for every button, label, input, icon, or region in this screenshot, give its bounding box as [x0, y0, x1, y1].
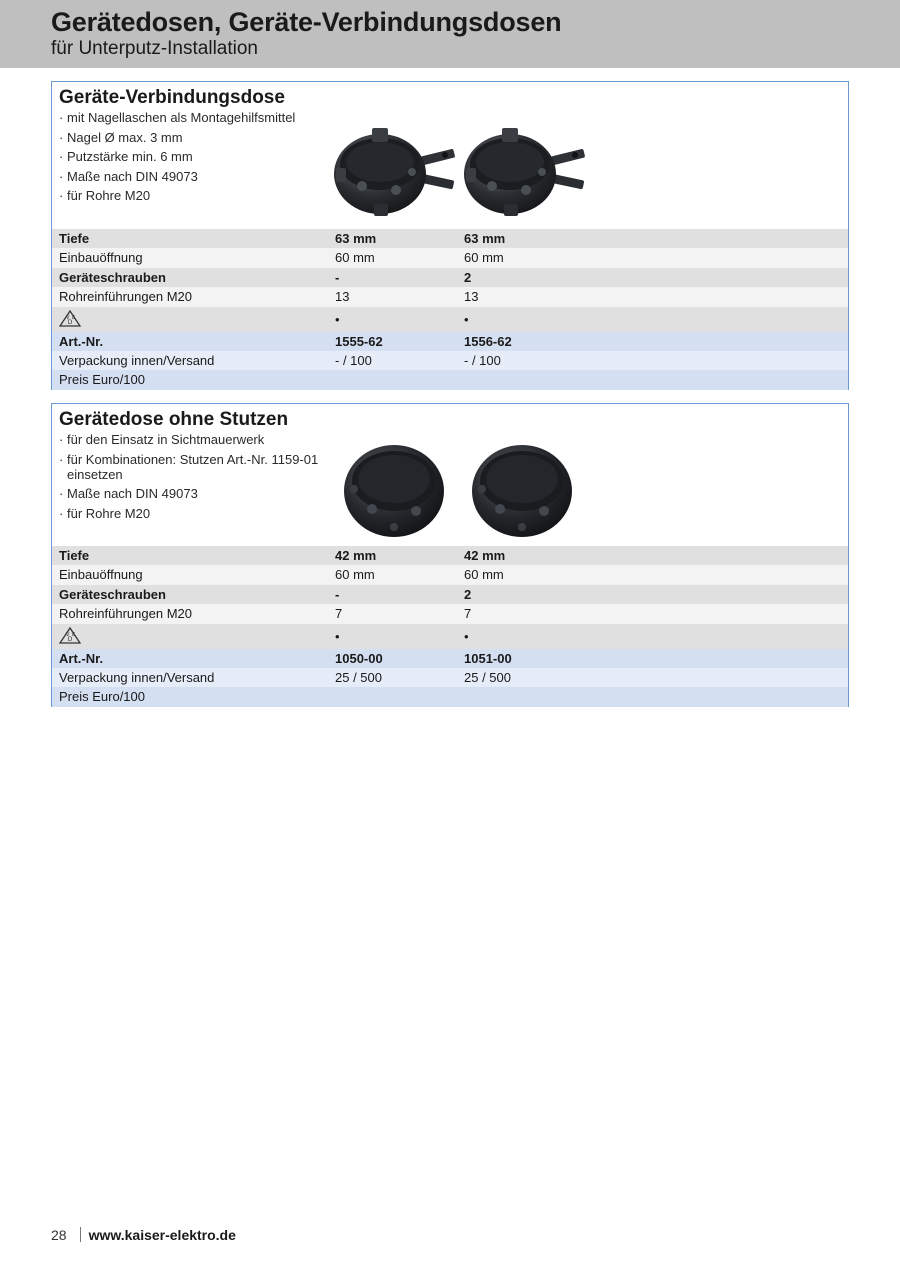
feature-item: · mit Nagellaschen als Montagehilfsmittel [59, 110, 296, 125]
table-row: Verpackung innen/Versand 25 / 500 25 / 500 [52, 668, 848, 687]
feature-item: · für den Einsatz in Sichtmauerwerk [59, 432, 265, 447]
svg-text:V: V [66, 314, 70, 321]
footer-divider [80, 1227, 81, 1242]
table-row: D V E • • [52, 624, 848, 649]
feature-item: · Nagel Ø max. 3 mm [59, 129, 183, 145]
feature-item: · Maße nach DIN 49073 [59, 168, 198, 184]
table-row: Tiefe 42 mm 42 mm [52, 546, 848, 565]
svg-text:E: E [72, 631, 76, 638]
product-photo-1051-00 [470, 439, 575, 539]
table-row: Preis Euro/100 [52, 687, 848, 706]
table-row: Einbauöffnung 60 mm 60 mm [52, 248, 848, 267]
product-photo-1555-62 [332, 124, 457, 220]
product-photo-1556-62 [462, 124, 587, 220]
product-photo-1050-00 [342, 439, 447, 539]
table-row: Preis Euro/100 [52, 370, 848, 389]
table-row: Rohreinführungen M20 13 13 [52, 287, 848, 306]
page-header [0, 0, 900, 68]
svg-text:E: E [72, 314, 76, 321]
table-row: Rohreinführungen M20 7 7 [52, 604, 848, 623]
page-subtitle: für Unterputz-Installation [51, 38, 258, 59]
website-link[interactable]: www.kaiser-elektro.de [88, 1227, 236, 1243]
page-title: Gerätedosen, Geräte-Verbindungsdosen [51, 7, 562, 37]
table-row: Geräteschrauben - 2 [52, 585, 848, 604]
section-title: Geräte-Verbindungsdose [59, 87, 285, 108]
page-footer [51, 1227, 236, 1243]
table-row: D V E • • [52, 307, 848, 332]
svg-text:D: D [67, 635, 73, 643]
feature-item: · Putzstärke min. 6 mm [59, 149, 193, 164]
product-section-1 [51, 81, 849, 390]
vde-certification-icon [59, 627, 81, 645]
feature-item: · für Kombinationen: Stutzen Art.-Nr. 1159-01 einsetzen [59, 451, 319, 482]
feature-item: · Maße nach DIN 49073 [59, 486, 198, 501]
page-number: 28 [51, 1227, 67, 1243]
table-row: Geräteschrauben - 2 [52, 268, 848, 287]
section-title: Gerätedose ohne Stutzen [59, 409, 289, 430]
product-section-2 [51, 403, 849, 707]
feature-item: · für Rohre M20 [59, 505, 151, 521]
vde-certification-icon [59, 310, 81, 328]
table-row: Art.-Nr. 1050-00 1051-00 [52, 649, 848, 668]
table-row: Einbauöffnung 60 mm 60 mm [52, 565, 848, 584]
feature-list [59, 110, 339, 208]
table-row: Tiefe 63 mm 63 mm [52, 229, 848, 248]
spec-table [52, 546, 848, 707]
svg-text:D: D [67, 318, 73, 326]
feature-list [59, 432, 339, 525]
spec-table [52, 229, 848, 390]
svg-text:V: V [66, 631, 70, 638]
table-row: Art.-Nr. 1555-62 1556-62 [52, 332, 848, 351]
feature-item: · für Rohre M20 [59, 188, 151, 203]
table-row: Verpackung innen/Versand - / 100 - / 100 [52, 351, 848, 370]
